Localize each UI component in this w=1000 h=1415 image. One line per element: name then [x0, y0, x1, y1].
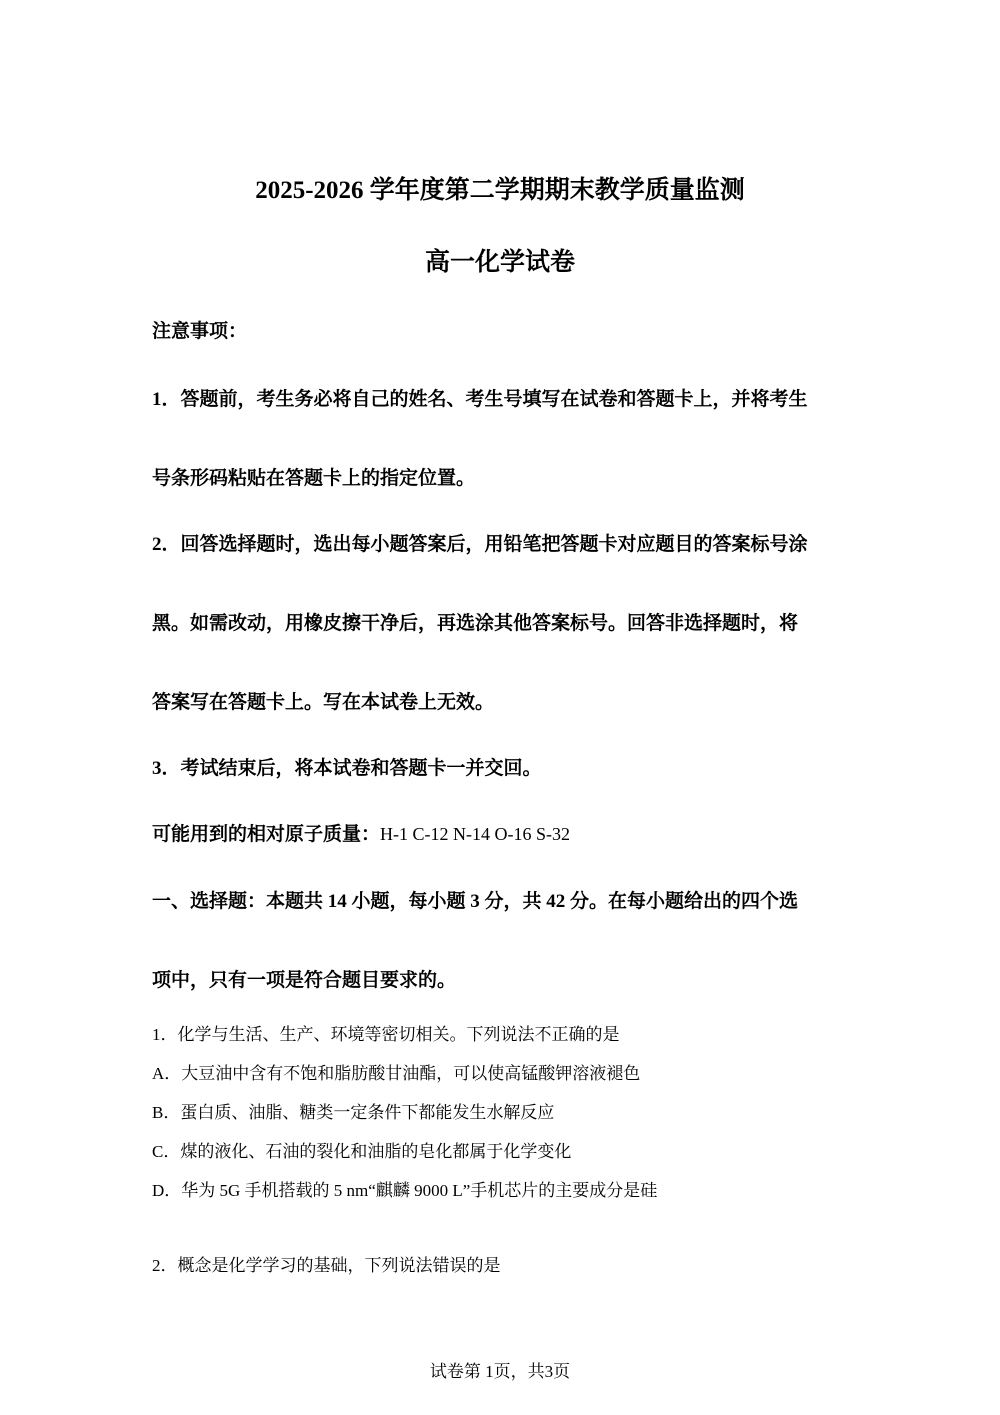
note-item-1-line-1: 1．答题前，考生务必将自己的姓名、考生号填写在试卷和答题卡上，并将考生: [152, 389, 808, 410]
question-1-option-b: B．蛋白质、油脂、糖类一定条件下都能发生水解反应: [152, 1103, 555, 1122]
exam-subtitle: 高一化学试卷: [424, 249, 575, 276]
exam-title: 2025-2026 学年度第二学期期末教学质量监测: [255, 177, 745, 204]
section-1-heading-line-2: 项中，只有一项是符合题目要求的。: [152, 970, 457, 991]
note-item-3: 3．考试结束后，将本试卷和答题卡一并交回。: [152, 758, 542, 779]
note-item-2-line-1: 2．回答选择题时，选出每小题答案后，用铅笔把答题卡对应题目的答案标号涂: [152, 534, 808, 555]
question-2-stem: 2．概念是化学学习的基础，下列说法错误的是: [152, 1256, 501, 1275]
page-footer: 试卷第 1页，共3页: [429, 1362, 571, 1381]
question-1-option-c: C．煤的液化、石油的裂化和油脂的皂化都属于化学变化: [152, 1142, 572, 1161]
section-1-heading-line-1: 一、选择题：本题共 14 小题，每小题 3 分，共 42 分。在每小题给出的四个选: [152, 891, 799, 912]
question-1-option-a: A．大豆油中含有不饱和脂肪酸甘油酯，可以使高锰酸钾溶液褪色: [152, 1064, 641, 1083]
note-item-2-line-2: 黑。如需改动，用橡皮擦干净后，再选涂其他答案标号。回答非选择题时，将: [152, 613, 799, 634]
question-1-option-d: D．华为 5G 手机搭载的 5 nm“麒麟 9000 L”手机芯片的主要成分是硅: [152, 1181, 658, 1200]
atomic-mass-line: [152, 819, 570, 846]
notes-heading: 注意事项：: [152, 321, 248, 342]
note-item-1-line-2: 号条形码粘贴在答题卡上的指定位置。: [152, 468, 476, 489]
atomic-mass-values: H-1 C-12 N-14 O-16 S-32: [380, 824, 570, 844]
atomic-mass-label: 可能用到的相对原子质量：: [152, 824, 381, 845]
note-item-2-line-3: 答案写在答题卡上。写在本试卷上无效。: [152, 692, 495, 713]
question-1-stem: 1．化学与生活、生产、环境等密切相关。下列说法不正确的是: [152, 1025, 620, 1044]
